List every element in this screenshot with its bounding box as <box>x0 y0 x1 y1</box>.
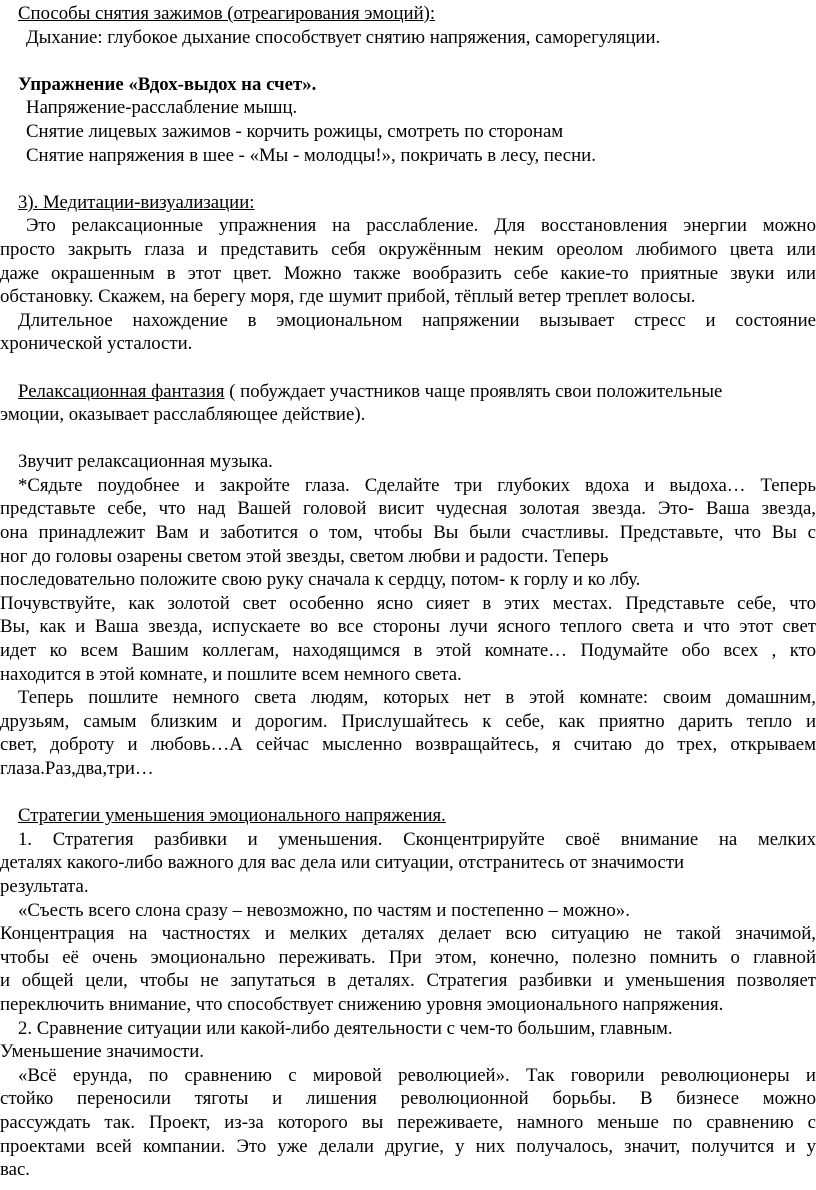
paragraph-line: свет, доброту и любовь…А сейчас мысленно возвращайтесь, я считаю до трех, открываем <box>0 734 816 756</box>
paragraph-relaxation-fantasy <box>0 380 816 404</box>
list-item: Снятие напряжения в шее - «Мы - молодцы!», покричать в лесу, песни. <box>26 144 596 166</box>
paragraph-line: друзьям, самым близким и дорогим. Прислушайтесь к себе, как приятно дарить тепло и <box>0 710 816 732</box>
paragraph-line: глаза.Раз,два,три… <box>0 758 154 779</box>
paragraph-line: последовательно положите свою руку сначала к сердцу, потом- к горлу и ко лбу. <box>0 569 641 591</box>
section-heading-strategies: Стратегии уменьшения эмоционального напряжения. <box>18 805 446 827</box>
section-heading-clamps: Способы снятия зажимов (отреагирования эмоций): <box>18 3 436 24</box>
paragraph-line: просто закрыть глаза и представить себя окружённым неким ореолом любимого цвета или <box>0 238 816 260</box>
paragraph-line: Почувствуйте, как золотой свет особенно ясно сияет в этих местах. Представьте себе, что <box>0 592 816 614</box>
paragraph-line: Это релаксационные упражнения на расслабление. Для восстановления энергии можно <box>26 215 816 237</box>
paragraph-line: 2. Сравнение ситуации или какой-либо деятельности с чем-то большим, главным. <box>18 1017 673 1039</box>
blank-line <box>0 427 816 451</box>
paragraph-line: Звучит релаксационная музыка. <box>18 451 273 473</box>
paragraph-line: «Всё ерунда, по сравнению с мировой революцией». Так говорили революционеры и <box>18 1064 816 1086</box>
paragraph-breathing: Дыхание: глубокое дыхание способствует снятию напряжения, саморегуляции. <box>26 26 661 48</box>
paragraph-line: Концентрация на частностях и мелких деталях делает всю ситуацию не такой значимой, <box>0 923 816 945</box>
paragraph-line: Длительное нахождение в эмоциональном напряжении вызывает стресс и состояние <box>18 309 816 331</box>
paragraph-line: представьте себе, что над Вашей головой висит чудесная золотая звезда. Это- Ваша звезда, <box>0 498 816 520</box>
relaxation-fantasy-text: ( побуждает участников чаще проявлять свои положительные <box>224 380 723 402</box>
exercise-title: Упражнение «Вдох-выдох на счет». <box>18 73 317 95</box>
paragraph-line: эмоции, оказывает расслабляющее действие). <box>0 404 366 426</box>
blank-line <box>0 781 816 805</box>
list-item: Напряжение-расслабление мышц. <box>26 97 298 119</box>
paragraph-line: «Съесть всего слона сразу – невозможно, по частям и постепенно – можно». <box>18 899 630 921</box>
paragraph-line: обстановку. Скажем, на берегу моря, где шумит прибой, тёплый ветер треплет волосы. <box>0 286 696 308</box>
paragraph-line: идет ко всем Вашим коллегам, находящимся в этой комнате… Подумайте обо всех , кто <box>0 640 816 662</box>
paragraph-line: и общей цели, чтобы не запутаться в деталях. Стратегия разбивки и уменьшения позволяет <box>0 970 816 992</box>
paragraph-line: Уменьшение значимости. <box>0 1041 204 1063</box>
paragraph-line: 1. Стратегия разбивки и уменьшения. Сконцентрируйте своё внимание на мелких <box>18 828 816 850</box>
paragraph-line: проектами всей компании. Это уже делали другие, у них получалось, значит, получится и у <box>0 1135 816 1157</box>
paragraph-line: даже окрашенным в этот цвет. Можно также вообразить себе какие-то приятные звуки или <box>0 262 816 284</box>
list-item: Снятие лицевых зажимов - корчить рожицы, смотреть по сторонам <box>26 120 564 142</box>
paragraph-line: ног до головы озарены светом этой звезды, светом любви и радости. Теперь <box>0 545 609 567</box>
blank-line <box>0 356 816 380</box>
paragraph-line: хронической усталости. <box>0 333 193 355</box>
paragraph-line: Теперь пошлите немного света людям, которых нет в этой комнате: своим домашним, <box>18 687 816 709</box>
blank-line <box>0 167 816 191</box>
paragraph-line: она принадлежит Вам и заботится о том, чтобы Вы были счастливы. Представьте, что Вы с <box>0 522 816 544</box>
relaxation-fantasy-heading: Релаксационная фантазия <box>18 380 225 402</box>
paragraph-line: чтобы её очень эмоционально переживать. При этом, конечно, полезно помнить о главной <box>0 946 816 968</box>
paragraph-line: результата. <box>0 875 89 897</box>
paragraph-line: вас. <box>0 1159 30 1181</box>
paragraph-line: рассуждать так. Проект, из-за которого вы переживаете, намного меньше по сравнению с <box>0 1111 816 1133</box>
paragraph-line: *Сядьте поудобнее и закройте глаза. Сделайте три глубоких вдоха и выдоха… Теперь <box>18 474 816 496</box>
paragraph-line: находится в этой комнате, и пошлите всем немного света. <box>0 663 462 685</box>
paragraph-line: переключить внимание, что способствует снижению уровня эмоционального напряжения. <box>0 993 724 1015</box>
paragraph-line: Вы, как и Ваша звезда, испускаете во все стороны лучи ясного теплого света и что этот свет <box>0 616 816 638</box>
paragraph-line: стойко переносили тяготы и лишения революционной борьбы. В бизнесе можно <box>0 1088 816 1110</box>
section-heading-meditation: 3). Медитации-визуализации: <box>18 191 255 213</box>
blank-line <box>0 49 816 73</box>
paragraph-line: деталях какого-либо важного для вас дела или ситуации, отстранитесь от значимости <box>0 852 685 874</box>
